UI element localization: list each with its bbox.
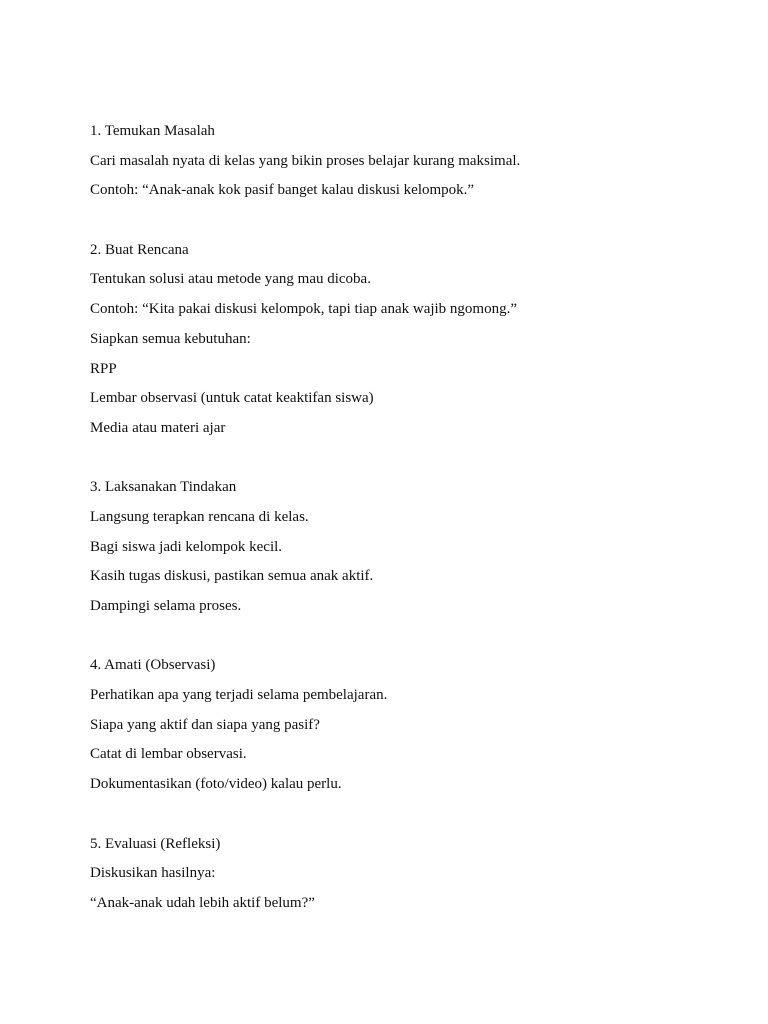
section-heading: 5. Evaluasi (Refleksi) [90,835,221,852]
section-amati-observasi [90,653,710,801]
section-temukan-masalah [90,119,710,208]
section-heading: 2. Buat Rencana [90,241,189,258]
blank-line [90,802,710,832]
blank-line [90,208,710,238]
section-heading: 3. Laksanakan Tindakan [90,479,237,496]
paragraph: Langsung terapkan rencana di kelas. [90,508,309,525]
paragraph: “Anak-anak udah lebih aktif belum?” [90,894,315,911]
paragraph: Contoh: “Anak-anak kok pasif banget kalau diskusi kelompok.” [90,182,475,199]
paragraph: Siapa yang aktif dan siapa yang pasif? [90,716,320,733]
paragraph: Kasih tugas diskusi, pastikan semua anak aktif. [90,568,374,585]
paragraph: Perhatikan apa yang terjadi selama pembelajaran. [90,687,388,704]
document-body [90,119,710,921]
paragraph: Cari masalah nyata di kelas yang bikin proses belajar kurang maksimal. [90,152,521,169]
paragraph: Dokumentasikan (foto/video) kalau perlu. [90,776,342,793]
list-item: Lembar observasi (untuk catat keaktifan siswa) [90,390,374,407]
paragraph: Bagi siswa jadi kelompok kecil. [90,538,283,555]
section-buat-rencana [90,238,710,446]
paragraph: Contoh: “Kita pakai diskusi kelompok, tapi tiap anak wajib ngomong.” [90,301,518,318]
paragraph: Dampingi selama proses. [90,598,242,614]
blank-line [90,624,710,654]
section-heading: 1. Temukan Masalah [90,123,215,139]
blank-line [90,446,710,476]
paragraph: Siapkan semua kebutuhan: [90,330,251,347]
section-evaluasi-refleksi [90,832,710,921]
paragraph: Tentukan solusi atau metode yang mau dicoba. [90,271,371,288]
paragraph: Catat di lembar observasi. [90,746,247,763]
section-laksanakan-tindakan [90,475,710,623]
list-item: Media atau materi ajar [90,419,226,436]
section-heading: 4. Amati (Observasi) [90,657,216,674]
list-item: RPP [90,360,117,377]
paragraph: Diskusikan hasilnya: [90,865,216,882]
